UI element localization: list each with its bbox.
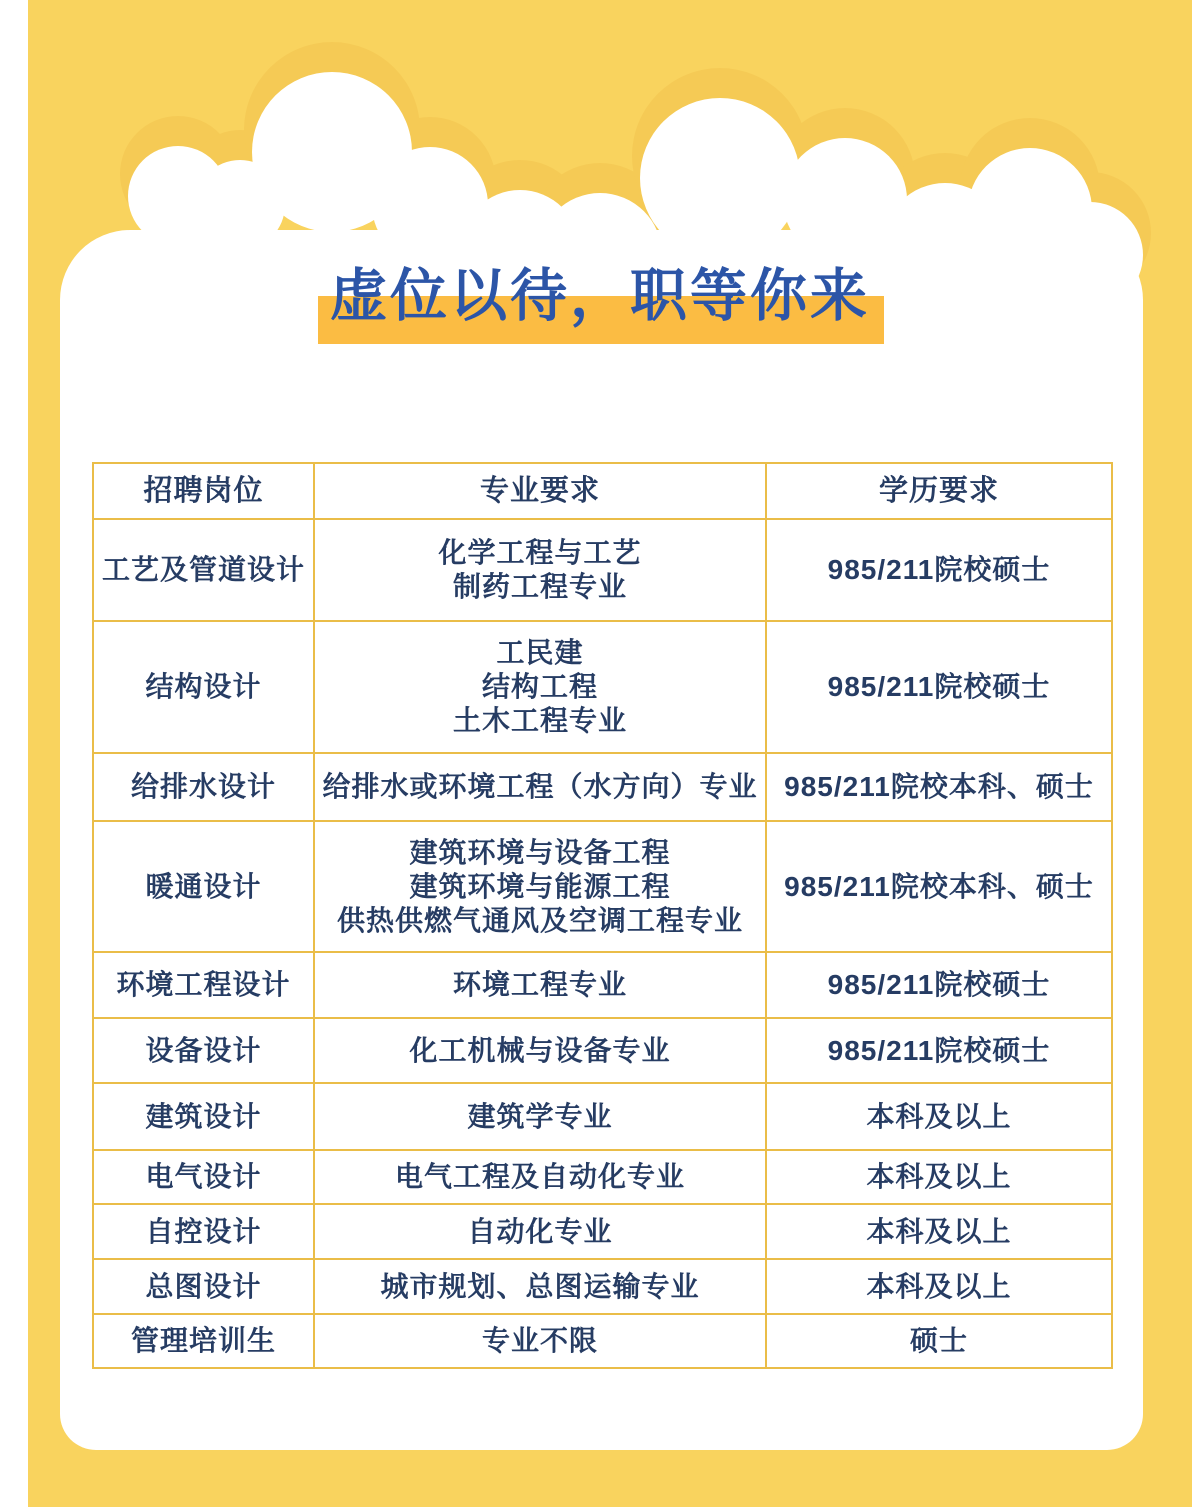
major-line: 化学工程与工艺 (438, 537, 642, 568)
education-cell: 985/211院校硕士 (827, 554, 1051, 585)
table-row (94, 754, 1111, 822)
major-line: 建筑学专业 (467, 1100, 613, 1132)
table-row (94, 822, 1111, 953)
education-cell: 985/211院校本科、硕士 (784, 771, 1094, 802)
position-cell: 暖通设计 (94, 822, 315, 951)
major-line: 化工机械与设备专业 (409, 1034, 671, 1066)
table-row (94, 953, 1111, 1019)
major-cell (315, 1260, 767, 1313)
poster-title: 虚位以待，职等你来 (330, 264, 870, 328)
major-line: 自动化专业 (467, 1215, 613, 1247)
major-cell (315, 1019, 767, 1082)
cloud-bump (640, 98, 800, 258)
position-cell: 工艺及管道设计 (94, 520, 315, 620)
table-header-cell: 专业要求 (315, 464, 767, 518)
table-row (94, 1084, 1111, 1151)
position-cell: 设备设计 (94, 1019, 315, 1082)
education-cell: 985/211院校硕士 (827, 1034, 1051, 1066)
major-cell (315, 1151, 767, 1203)
table-row (94, 520, 1111, 622)
major-line: 供热供燃气通风及空调工程专业 (336, 904, 743, 936)
table-row (94, 1205, 1111, 1260)
position-cell: 环境工程设计 (94, 953, 315, 1017)
education-cell: 本科及以上 (866, 1215, 1012, 1247)
education-cell: 985/211院校硕士 (827, 671, 1051, 702)
education-cell: 硕士 (909, 1325, 968, 1356)
table-header-cell: 学历要求 (878, 475, 999, 507)
position-cell: 给排水设计 (94, 754, 315, 820)
education-cell: 本科及以上 (866, 1100, 1012, 1132)
education-cell: 985/211院校硕士 (827, 969, 1051, 1000)
major-cell (315, 1315, 767, 1367)
position-cell: 总图设计 (94, 1260, 315, 1313)
major-line: 建筑环境与设备工程 (409, 836, 671, 868)
major-line: 制药工程专业 (452, 571, 627, 602)
major-line: 电气工程及自动化专业 (394, 1161, 685, 1192)
major-line: 土木工程专业 (452, 705, 627, 736)
major-line: 工民建 (496, 637, 584, 668)
table-row (94, 1260, 1111, 1315)
table-row (94, 622, 1111, 754)
table-row (94, 1315, 1111, 1367)
education-cell: 本科及以上 (866, 1270, 1012, 1302)
major-line: 给排水或环境工程（水方向）专业 (322, 771, 758, 802)
position-cell: 管理培训生 (94, 1315, 315, 1367)
education-cell: 985/211院校本科、硕士 (784, 870, 1094, 902)
major-cell (315, 1205, 767, 1258)
table-header-cell: 招聘岗位 (94, 464, 315, 518)
major-cell (315, 1084, 767, 1149)
major-cell (315, 953, 767, 1017)
position-cell: 自控设计 (94, 1205, 315, 1258)
major-line: 环境工程专业 (452, 969, 627, 1000)
major-line: 建筑环境与能源工程 (409, 870, 671, 902)
table-header-row (94, 464, 1111, 520)
title-block (0, 256, 1200, 336)
major-cell (315, 520, 767, 620)
table-row (94, 1019, 1111, 1084)
major-cell (315, 754, 767, 820)
position-cell: 建筑设计 (94, 1084, 315, 1149)
major-line: 专业不限 (481, 1325, 598, 1356)
major-cell (315, 622, 767, 752)
major-line: 结构工程 (481, 671, 598, 702)
position-cell: 电气设计 (94, 1151, 315, 1203)
position-cell: 结构设计 (94, 622, 315, 752)
recruitment-table (92, 462, 1113, 1369)
major-line: 城市规划、总图运输专业 (380, 1270, 700, 1302)
major-cell (315, 822, 767, 951)
education-cell: 本科及以上 (866, 1161, 1012, 1192)
table-row (94, 1151, 1111, 1205)
